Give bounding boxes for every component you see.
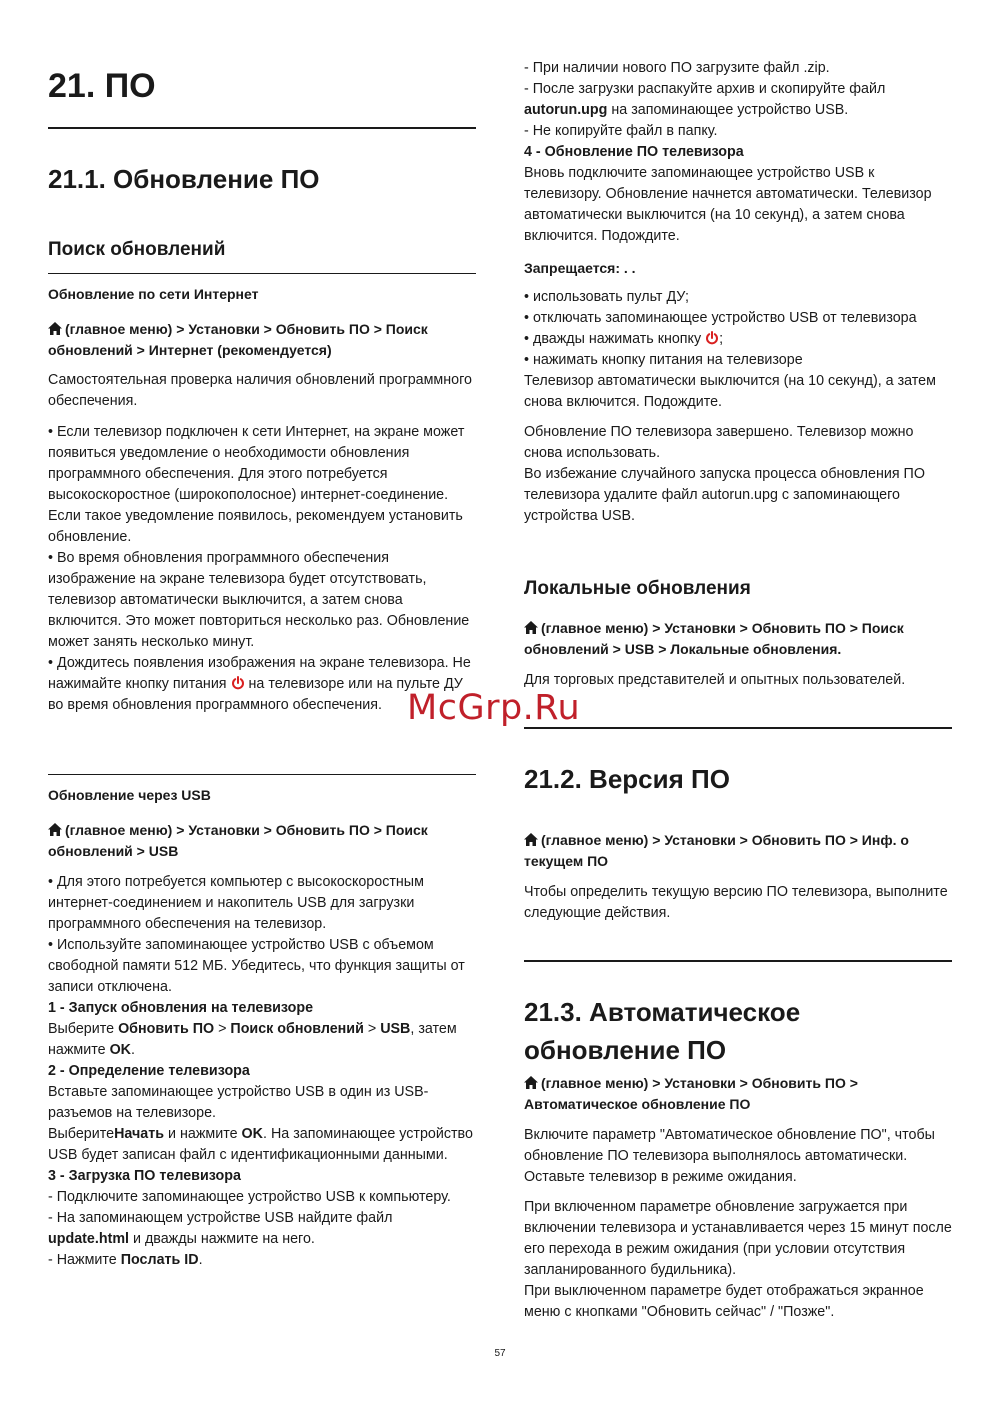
step-1-title: 1 - Запуск обновления на телевизоре [48,1000,314,1016]
bullet-text: • Для этого потребуется компьютер с высокоскоростным интернет-соединением и накопитель USB для загрузки программного обеспечения на телевизор. [48,874,424,932]
update-complete: Обновление ПО телевизора завершено. Телевизор можно снова использовать. Во избежание случайного запуска процесса обновления ПО телевизора удалите файл autorun.upg с запоминающего устройства USB. [524,424,925,524]
menu-path-version: (главное меню) > Установки > Обновить ПО > Инф. о текущем ПО [524,832,909,869]
step-2-text: Вставьте запоминающее устройство USB в один из USB-разъемов на телевизоре. [48,1084,429,1121]
home-icon [48,823,62,836]
list-item: • отключать запоминающее устройство USB от телевизора [524,310,917,326]
step-1-text: Выберите Обновить ПО > Поиск обновлений > USB, затем нажмите OK. [48,1021,457,1058]
list-item: • использовать пульт ДУ; [524,289,690,305]
section-title-auto-update: 21.3. Автоматическое обновление ПО [524,997,801,1065]
heading-internet-update: Обновление по сети Интернет [48,286,259,302]
prohibited-after: Телевизор автоматически выключится (на 10 секунд), а затем снова включится. Подождите. [524,373,936,410]
heading-search-updates: Поиск обновлений [48,239,226,260]
home-icon [524,1076,538,1089]
local-description: Для торговых представителей и опытных пользователей. [524,672,906,688]
internet-description: Самостоятельная проверка наличия обновлений программного обеспечения. [48,372,472,409]
menu-path-local: (главное меню) > Установки > Обновить ПО > Поиск обновлений > USB > Локальные обновления. [524,620,904,657]
step-2-text: ВыберитеНачать и нажмите OK. На запоминающее устройство USB будет записан файл с идентификационными данными. [48,1126,473,1163]
list-item: • дважды нажимать кнопку ; [524,331,724,347]
step-3-text: - При наличии нового ПО загрузите файл .zip. [524,60,830,76]
step-4-text: Вновь подключите запоминающее устройство USB к телевизору. Обновление начнется автоматически. Телевизор автоматически выключится (на 10 секунд), а затем снова включится. Подождите. [524,165,932,244]
prohibited-list [524,287,952,413]
menu-path-internet: (главное меню) > Установки > Обновить ПО > Поиск обновлений > Интернет (рекомендуется) [48,321,428,358]
usb-instructions-continued [524,58,952,247]
bullet-text: • Используйте запоминающее устройство USB с объемом свободной памяти 512 МБ. Убедитесь, что функция защиты от записи отключена. [48,937,465,995]
divider [48,127,476,129]
heading-local-updates: Локальные обновления [524,578,751,599]
section-title-version: 21.2. Версия ПО [524,764,730,794]
menu-path-auto-update: (главное меню) > Установки > Обновить ПО > Автоматическое обновление ПО [524,1075,858,1112]
internet-bullets [48,422,476,716]
auto-update-paragraph-2: При включенном параметре обновление загружается при включении телевизора и устанавливается через 15 минут после его перехода в режим ожидания (при условии отсутствия запланированного будильника). При выключенном параметре будет отображаться экранное меню с кнопками "Обновить сейчас" / "Позже". [524,1199,952,1320]
chapter-title: 21. ПО [48,67,156,105]
divider [48,273,476,274]
usb-instructions [48,872,476,1271]
auto-update-paragraph-1: Включите параметр "Автоматическое обновление ПО", чтобы обновление ПО телевизора выполнялось автоматически. Оставьте телевизор в режиме ожидания. [524,1127,935,1185]
step-3-text: - Подключите запоминающее устройство USB к компьютеру. [48,1189,451,1205]
divider [524,727,952,729]
power-icon [231,676,245,690]
step-2-title: 2 - Определение телевизора [48,1063,250,1079]
bullet-text: • Если телевизор подключен к сети Интернет, на экране может появиться уведомление о необходимости обновления программного обеспечения. Для этого потребуется высокоскоростное (широкополосное) интернет-соединение. Если такое уведомление появилось, рекомендуем установить обновление. [48,424,465,545]
page-number: 57 [494,1348,506,1359]
home-icon [48,322,62,335]
step-3-text: - Не копируйте файл в папку. [524,123,718,139]
heading-usb-update: Обновление через USB [48,787,211,803]
step-3-text: - Нажмите Послать ID. [48,1252,203,1268]
section-title-software-update: 21.1. Обновление ПО [48,164,320,194]
watermark: McGrp.Ru [407,688,581,728]
version-description: Чтобы определить текущую версию ПО телевизора, выполните следующие действия. [524,884,948,921]
step-3-text: - После загрузки распакуйте архив и скопируйте файл autorun.upg на запоминающее устройство USB. [524,81,886,118]
bullet-text: • Во время обновления программного обеспечения изображение на экране телевизора будет отсутствовать, телевизор автоматически выключится, а затем снова включится. Это может повториться несколько раз. Обновление может занять несколько минут. [48,550,470,650]
bullet-text: • Дождитесь появления изображения на экране телевизора. Не нажимайте кнопку питания на телевизоре или на пульте ДУ во время обновления программного обеспечения. [48,655,471,713]
divider [524,960,952,962]
divider [48,774,476,775]
prohibited-title: Запрещается: . . [524,260,636,276]
step-4-title: 4 - Обновление ПО телевизора [524,144,744,160]
power-icon [705,331,719,345]
step-3-text: - На запоминающем устройстве USB найдите файл update.html и дважды нажмите на него. [48,1210,393,1247]
menu-path-usb: (главное меню) > Установки > Обновить ПО > Поиск обновлений > USB [48,822,428,859]
list-item: • нажимать кнопку питания на телевизоре [524,352,803,368]
home-icon [524,621,538,634]
home-icon [524,833,538,846]
step-3-title: 3 - Загрузка ПО телевизора [48,1168,241,1184]
